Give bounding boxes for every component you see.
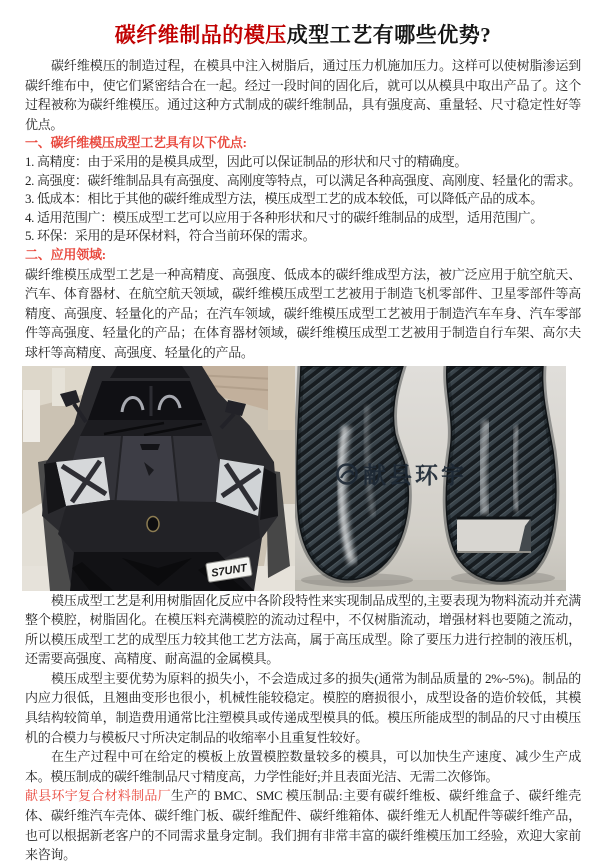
advantage-item-5: 5. 环保：采用的是环保材料，符合当前环保的需求。 (25, 228, 316, 244)
advantage-paragraph: 模压成型主要优势为原料的损失小，不会造成过多的损失(通常为制品质量的 2%~5%)。制品的内应力很低，且翘曲变形也很小，机械性能较稳定。模腔的磨损很小，成型设备的造价较低，其模具结构较简单，制造费用通常比注塑模具或传递成型模具的低。模压所能成型的制品的尺寸由模压机的合模力与模板尺寸所决定制品的收缩率小且重复性较好。 (25, 670, 581, 745)
company-text: 生产的 BMC、SMC 模压制品:主要有碳纤维板、碳纤维盒子、碳纤维壳体、碳纤维汽车壳体、碳纤维门板、碳纤维配件、碳纤维箱体、碳纤维无人机配件等碳纤维产品，也可以根据新老客户的不同需求量身定制。我们拥有非常丰富的碳纤维模压加工经验，欢迎大家前来咨询。 (25, 788, 581, 863)
advantage-item-1: 1. 高精度：由于采用的是模具成型，因此可以保证制品的形状和尺寸的精确度。 (25, 153, 468, 169)
title-rest: 成型工艺有哪些优势? (286, 23, 492, 47)
carbon-car-photo (22, 366, 295, 591)
advantage-item-4: 4. 适用范围广：模压成型工艺可以应用于各种形状和尺寸的碳纤维制品的成型，适用范围广。 (25, 209, 543, 225)
process-paragraph: 模压成型工艺是利用树脂固化反应中各阶段特性来实现制品成型的,主要表现为物料流动并充满整个模腔，树脂固化。在模压料充满模腔的流动过程中，不仅树脂流动，增强材料也要随之流动，所以模压成型工艺的成型压力较其他工艺方法高，属于高压成型。除了要压力进行控制的液压机，还需要高强度、高精度、耐高温的金属模具。 (25, 592, 581, 667)
title-highlight: 碳纤维制品的模压 (114, 23, 287, 47)
advantage-item-3: 3. 低成本：相比于其他的碳纤维成型方法，模压成型工艺的成本较低，可以降低产品的成本。 (25, 191, 543, 207)
advantage-item-2: 2. 高强度：碳纤维制品具有高强度、高刚度等特点，可以满足各种高强度、高刚度、轻量化的需求。 (25, 172, 581, 188)
company-name: 献县环宇复合材料制品厂 (25, 788, 171, 804)
section1-heading: 一、碳纤维模压成型工艺具有以下优点: (25, 135, 247, 151)
application-paragraph: 碳纤维模压成型工艺是一种高精度、高强度、低成本的碳纤维成型方法，被广泛应用于航空航天、汽车、体育器材、在航空航天领域，碳纤维模压成型工艺被用于制造飞机零部件、卫星零部件等高精度、高强度、轻量化的产品；在汽车领域，碳纤维模压成型工艺被用于制造汽车车身、汽车零部件等高强度、轻量化的产品；在体育器材领域，碳纤维模压成型工艺被用于制造自行车架、高尔夫球杆等高精度、高强度、轻量化的产品。 (25, 266, 581, 360)
watermark-text: 献县环宇 (363, 461, 467, 488)
production-paragraph: 在生产过程中可在给定的模板上放置模腔数量较多的模具，可以加快生产速度、减少生产成本。模压制成的碳纤维制品尺寸精度高，力学性能好;并且表面光洁、无需二次修饰。 (25, 749, 581, 784)
page-title (25, 20, 581, 50)
license-plate-text: S7UNT (210, 561, 248, 580)
intro-paragraph: 碳纤维模压的制造过程，在模具中注入树脂后，通过压力机施加压力。这样可以使树脂渗运到碳纤维布中，使它们紧密结合在一起。经过一段时间的固化后，就可以从模具中取出产品了。这个过程被称为碳纤维模压。通过这种方式制成的碳纤维制品，具有强度高、重量轻、尺寸稳定性好等优点。 (25, 58, 581, 132)
company-paragraph (25, 786, 581, 864)
photo-row (22, 366, 581, 591)
mirror-covers-photo (295, 366, 566, 591)
section2-heading: 二、应用领域: (25, 246, 106, 262)
